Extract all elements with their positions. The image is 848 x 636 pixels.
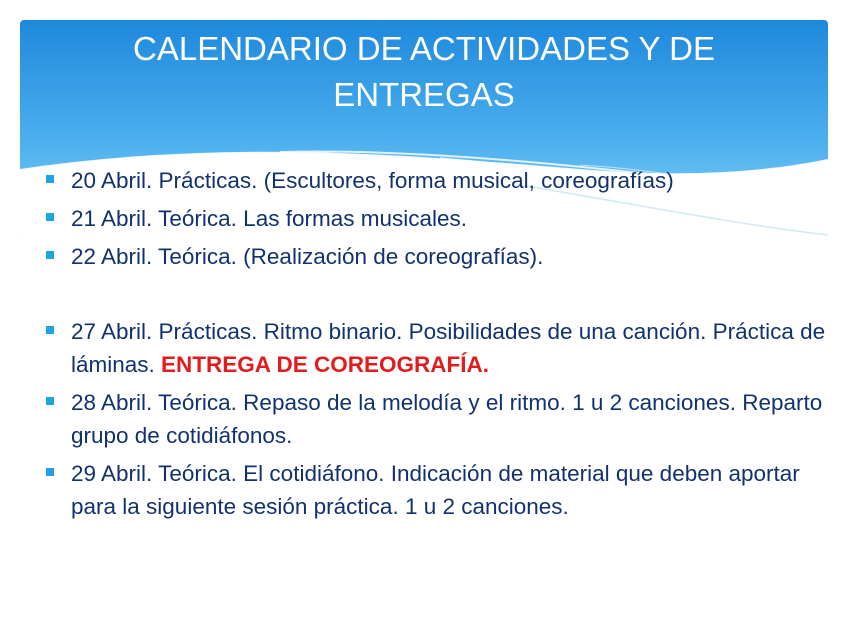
list-item xyxy=(44,386,834,452)
list-item-text: 20 Abril. Prácticas. (Escultores, forma musical, coreografías) xyxy=(71,168,674,193)
list-item xyxy=(44,164,834,197)
list-item-text: 29 Abril. Teórica. El cotidiáfono. Indicación de material que deben aportar para la siguiente sesión práctica. 1 u 2 canciones. xyxy=(71,461,800,519)
list-item xyxy=(44,240,834,273)
list-item xyxy=(44,457,834,523)
list-item xyxy=(44,202,834,235)
square-bullet-icon xyxy=(46,175,54,183)
square-bullet-icon xyxy=(46,213,54,221)
activity-list xyxy=(44,164,834,528)
list-item-text: 27 Abril. Prácticas. Ritmo binario. Posibilidades de una canción. Práctica de láminas. xyxy=(71,319,826,377)
delivery-highlight: ENTREGA DE COREOGRAFÍA. xyxy=(161,352,489,377)
square-bullet-icon xyxy=(46,251,54,259)
list-item-text: 22 Abril. Teórica. (Realización de coreografías). xyxy=(71,244,544,269)
square-bullet-icon xyxy=(46,397,54,405)
square-bullet-icon xyxy=(46,326,54,334)
list-item-text: 28 Abril. Teórica. Repaso de la melodía y el ritmo. 1 u 2 canciones. Reparto grupo de cotidiáfonos. xyxy=(71,390,823,448)
list-item xyxy=(44,315,834,381)
square-bullet-icon xyxy=(46,468,54,476)
slide-title: CALENDARIO DE ACTIVIDADES Y DE ENTREGAS xyxy=(133,30,715,113)
list-item-text: 21 Abril. Teórica. Las formas musicales. xyxy=(71,206,468,231)
